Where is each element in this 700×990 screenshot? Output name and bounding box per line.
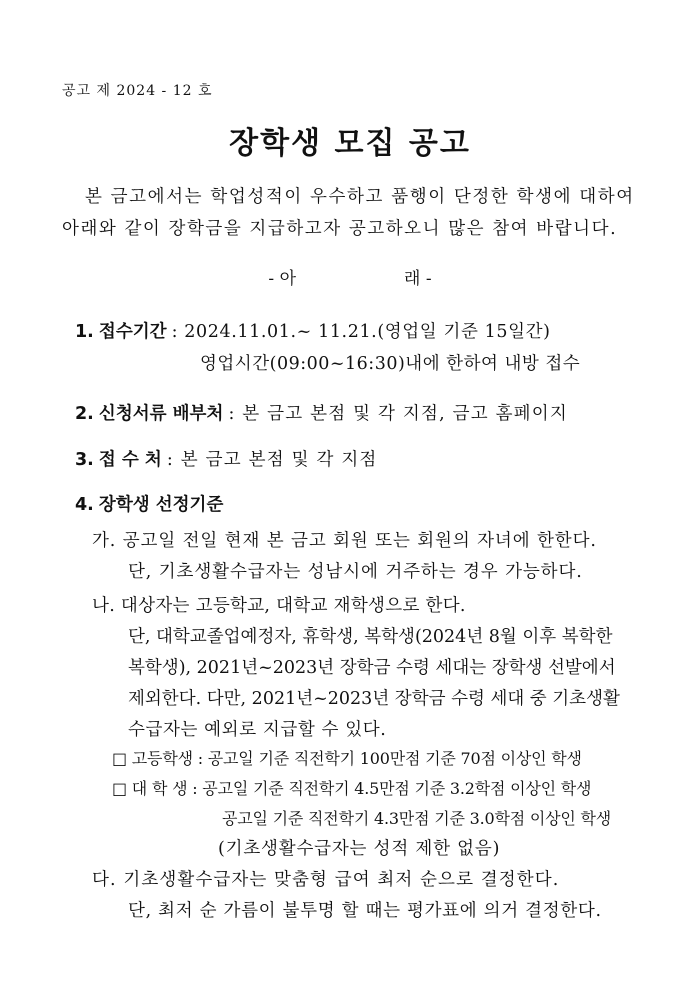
criteria-ga-line-2: 단, 기초생활수급자는 성남시에 거주하는 경우 가능하다. (128, 562, 583, 582)
section-3-text: : 본 금고 본점 및 각 지점 (166, 450, 378, 470)
criteria-da-line-2: 단, 최저 순 가름이 불투명 할 때는 평가표에 의거 결정한다. (128, 901, 602, 921)
section-1 (75, 318, 551, 343)
section-3-number: 3. (75, 450, 94, 470)
notice-number: 공고 제 2024 - 12 호 (62, 83, 213, 99)
criteria-da-line-1: 다. 기초생활수급자는 맞춤형 급여 최저 순으로 결정한다. (92, 870, 560, 890)
criteria-na-line-1: 나. 대상자는 고등학교, 대학교 재학생으로 한다. (92, 596, 466, 616)
criteria-na-line-5: 수급자는 예외로 지급할 수 있다. (128, 720, 387, 740)
section-1-number: 1. (75, 322, 94, 342)
section-separator (0, 264, 700, 289)
criteria-na-line-4: 제외한다. 다만, 2021년~2023년 장학금 수령 세대 중 기초생활 (128, 689, 620, 709)
criteria-na-line-3: 복학생), 2021년~2023년 장학금 수령 세대는 장학생 선발에서 (128, 658, 616, 678)
criteria-na-line-2: 단, 대학교졸업예정자, 휴학생, 복학생(2024년 8월 이후 복학한 (128, 627, 613, 647)
separator-right: 래 - (404, 269, 432, 289)
criteria-ga-line-1: 가. 공고일 전일 현재 본 금고 회원 또는 회원의 자녀에 한한다. (92, 531, 597, 551)
section-4-number: 4. (75, 495, 94, 515)
section-1-title: 접수기간 (98, 322, 167, 342)
page-title: 장학생 모집 공고 (229, 126, 471, 161)
section-3-title: 접 수 처 (98, 450, 162, 470)
section-1-hours: 영업시간(09:00~16:30)내에 한하여 내방 접수 (200, 354, 581, 374)
separator-left: - 아 (268, 269, 296, 289)
university-criteria-note: (기초생활수급자는 성적 제한 없음) (218, 839, 501, 859)
section-3 (75, 446, 378, 471)
university-criteria-line-2: 공고일 기준 직전학기 4.3만점 기준 3.0학점 이상인 학생 (222, 809, 612, 828)
section-4 (75, 491, 223, 516)
section-2-title: 신청서류 배부처 (98, 404, 224, 424)
section-2 (75, 400, 568, 425)
section-2-text: : 본 금고 본점 및 각 지점, 금고 홈페이지 (228, 404, 568, 424)
intro-line-1: 본 금고에서는 학업성적이 우수하고 품행이 단정한 학생에 대하여 (85, 187, 635, 207)
section-1-text: : 2024.11.01.~ 11.21.(영업일 기준 15일간) (171, 322, 551, 342)
intro-line-2: 아래와 같이 장학금을 지급하고자 공고하오니 많은 참여 바랍니다. (62, 219, 618, 239)
university-criteria-line-1: □ 대 학 생 : 공고일 기준 직전학기 4.5만점 기준 3.2학점 이상인 학생 (112, 779, 592, 798)
section-2-number: 2. (75, 404, 94, 424)
section-4-title: 장학생 선정기준 (98, 495, 224, 515)
high-school-criteria: □ 고등학생 : 공고일 기준 직전학기 100만점 기준 70점 이상인 학생 (112, 749, 582, 768)
